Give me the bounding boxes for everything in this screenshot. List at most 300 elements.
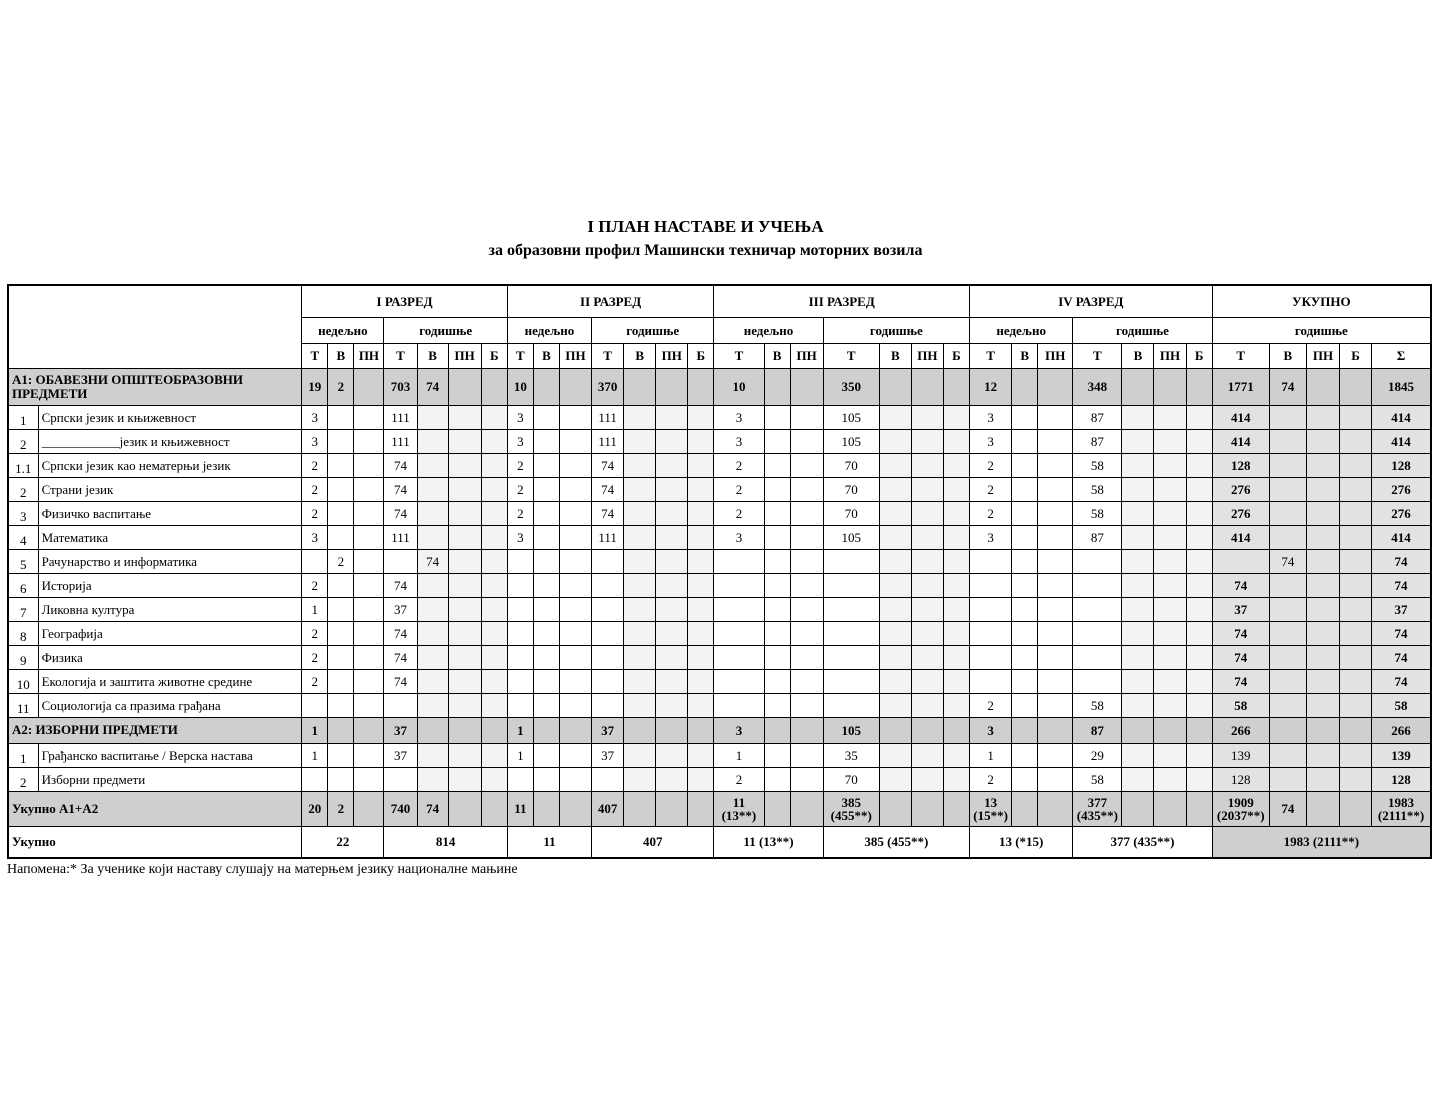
value-cell: [448, 767, 481, 791]
value-cell: [1340, 597, 1372, 621]
value-cell: 414: [1212, 429, 1269, 453]
value-cell: [1122, 368, 1154, 405]
row-number: 2: [8, 477, 38, 501]
value-cell: 37: [384, 597, 417, 621]
value-cell: [559, 573, 591, 597]
value-cell: [1038, 597, 1073, 621]
value-cell: [1038, 621, 1073, 645]
value-cell: [533, 477, 559, 501]
value-cell: [1186, 791, 1212, 826]
value-cell: [533, 767, 559, 791]
value-cell: [1122, 525, 1154, 549]
value-cell: 58: [1073, 501, 1122, 525]
value-cell: [879, 368, 911, 405]
value-cell: [328, 477, 354, 501]
value-cell: [533, 621, 559, 645]
value-cell: 2: [714, 501, 764, 525]
value-cell: 20: [302, 791, 328, 826]
column-code-header: Б: [1340, 343, 1372, 368]
value-cell: 407: [592, 791, 624, 826]
subject-row: [8, 621, 1431, 645]
value-cell: [1269, 743, 1306, 767]
column-code-header: ПН: [656, 343, 688, 368]
value-cell: [1122, 767, 1154, 791]
value-cell: [1340, 501, 1372, 525]
value-cell: [1154, 669, 1186, 693]
value-cell: [1186, 525, 1212, 549]
value-cell: [1186, 368, 1212, 405]
grand-total-row: [8, 826, 1431, 858]
value-cell: [354, 501, 384, 525]
column-code-header: В: [1269, 343, 1306, 368]
value-cell: 139: [1212, 743, 1269, 767]
value-cell: [656, 453, 688, 477]
column-code-header: В: [624, 343, 656, 368]
value-cell: [714, 645, 764, 669]
column-code-header: Т: [823, 343, 879, 368]
value-cell: 37: [1372, 597, 1431, 621]
value-cell: 74: [592, 501, 624, 525]
value-cell: [1306, 429, 1339, 453]
value-cell: [764, 453, 790, 477]
value-cell: [624, 429, 656, 453]
value-cell: [879, 525, 911, 549]
value-cell: 2: [302, 669, 328, 693]
value-cell: [448, 501, 481, 525]
value-cell: [1186, 429, 1212, 453]
value-cell: [943, 368, 969, 405]
value-cell: [1306, 368, 1339, 405]
value-cell: [354, 405, 384, 429]
value-cell: [764, 717, 790, 743]
value-cell: [688, 693, 714, 717]
value-cell: [656, 717, 688, 743]
value-cell: [1012, 453, 1038, 477]
grand-total-value: 407: [592, 826, 714, 858]
value-cell: [1306, 645, 1339, 669]
value-cell: 74: [1372, 645, 1431, 669]
value-cell: 3: [714, 717, 764, 743]
value-cell: 111: [592, 525, 624, 549]
value-cell: [1340, 621, 1372, 645]
value-cell: 74: [592, 453, 624, 477]
value-cell: [559, 453, 591, 477]
value-cell: [688, 549, 714, 573]
value-cell: [448, 645, 481, 669]
column-code-header: Б: [481, 343, 507, 368]
value-cell: [448, 453, 481, 477]
value-cell: [624, 477, 656, 501]
column-code-header: Т: [507, 343, 533, 368]
value-cell: [533, 429, 559, 453]
value-cell: [1012, 743, 1038, 767]
value-cell: [911, 525, 943, 549]
value-cell: 348: [1073, 368, 1122, 405]
value-cell: [970, 645, 1012, 669]
value-cell: [384, 549, 417, 573]
value-cell: [879, 645, 911, 669]
value-cell: [1154, 767, 1186, 791]
value-cell: 3: [970, 717, 1012, 743]
value-cell: 3: [507, 429, 533, 453]
value-cell: 740: [384, 791, 417, 826]
value-cell: [823, 549, 879, 573]
value-cell: [714, 549, 764, 573]
value-cell: 74: [1372, 621, 1431, 645]
value-cell: [481, 791, 507, 826]
value-cell: 70: [823, 501, 879, 525]
value-cell: [943, 693, 969, 717]
value-cell: 128: [1372, 453, 1431, 477]
weekly-header: недељно: [507, 317, 591, 343]
value-cell: 11 (13**): [714, 791, 764, 826]
value-cell: [911, 767, 943, 791]
value-cell: [790, 573, 823, 597]
section-row: [8, 717, 1431, 743]
value-cell: 1909 (2037**): [1212, 791, 1269, 826]
value-cell: [764, 791, 790, 826]
value-cell: 266: [1212, 717, 1269, 743]
value-cell: [656, 693, 688, 717]
grand-total-label: Укупно: [8, 826, 302, 858]
value-cell: [328, 669, 354, 693]
value-cell: [688, 501, 714, 525]
value-cell: [1038, 429, 1073, 453]
value-cell: [417, 597, 448, 621]
grand-total-value: 814: [384, 826, 507, 858]
column-code-header: Б: [1186, 343, 1212, 368]
value-cell: [1073, 549, 1122, 573]
value-cell: 105: [823, 717, 879, 743]
subject-name: Екологија и заштита животне средине: [38, 669, 302, 693]
value-cell: [1186, 743, 1212, 767]
value-cell: [354, 368, 384, 405]
value-cell: 74: [384, 453, 417, 477]
value-cell: [1306, 549, 1339, 573]
value-cell: [1186, 767, 1212, 791]
value-cell: [624, 693, 656, 717]
value-cell: [481, 405, 507, 429]
value-cell: [1122, 573, 1154, 597]
subject-name: Ликовна култура: [38, 597, 302, 621]
value-cell: [1306, 717, 1339, 743]
value-cell: [911, 791, 943, 826]
value-cell: [714, 621, 764, 645]
value-cell: 74: [1269, 791, 1306, 826]
value-cell: [533, 693, 559, 717]
value-cell: [1122, 597, 1154, 621]
value-cell: [592, 549, 624, 573]
value-cell: 2: [970, 453, 1012, 477]
value-cell: 111: [384, 525, 417, 549]
value-cell: [559, 645, 591, 669]
value-cell: [714, 573, 764, 597]
value-cell: [354, 549, 384, 573]
value-cell: 1845: [1372, 368, 1431, 405]
value-cell: 276: [1372, 477, 1431, 501]
value-cell: [1154, 368, 1186, 405]
subject-row: [8, 597, 1431, 621]
value-cell: [1073, 645, 1122, 669]
value-cell: 111: [592, 405, 624, 429]
value-cell: 105: [823, 525, 879, 549]
section-label: А2: ИЗБОРНИ ПРЕДМЕТИ: [8, 717, 302, 743]
section-row: [8, 368, 1431, 405]
value-cell: [1186, 405, 1212, 429]
value-cell: [507, 573, 533, 597]
value-cell: [533, 573, 559, 597]
value-cell: [1154, 477, 1186, 501]
value-cell: 70: [823, 767, 879, 791]
value-cell: [1306, 405, 1339, 429]
value-cell: [448, 368, 481, 405]
subject-name: Рачунарство и информатика: [38, 549, 302, 573]
column-code-header: Т: [714, 343, 764, 368]
value-cell: [911, 429, 943, 453]
row-number: 6: [8, 573, 38, 597]
value-cell: [764, 693, 790, 717]
value-cell: [790, 597, 823, 621]
value-cell: [790, 743, 823, 767]
value-cell: 3: [970, 429, 1012, 453]
value-cell: 37: [1212, 597, 1269, 621]
value-cell: 276: [1212, 477, 1269, 501]
value-cell: 3: [970, 405, 1012, 429]
value-cell: [354, 791, 384, 826]
value-cell: [1154, 743, 1186, 767]
subject-row: [8, 693, 1431, 717]
value-cell: [559, 405, 591, 429]
value-cell: [559, 621, 591, 645]
value-cell: [417, 501, 448, 525]
value-cell: [624, 645, 656, 669]
value-cell: [354, 645, 384, 669]
value-cell: [481, 573, 507, 597]
value-cell: [1154, 429, 1186, 453]
value-cell: [879, 717, 911, 743]
value-cell: [533, 645, 559, 669]
value-cell: [764, 669, 790, 693]
value-cell: [624, 368, 656, 405]
value-cell: [911, 693, 943, 717]
yearly-header: годишње: [823, 317, 969, 343]
subject-row: [8, 669, 1431, 693]
value-cell: [823, 597, 879, 621]
value-cell: [417, 717, 448, 743]
value-cell: 2: [714, 767, 764, 791]
value-cell: [656, 501, 688, 525]
value-cell: [533, 453, 559, 477]
value-cell: [559, 669, 591, 693]
yearly-header: годишње: [1212, 317, 1431, 343]
value-cell: [1340, 525, 1372, 549]
value-cell: [559, 477, 591, 501]
value-cell: [1340, 453, 1372, 477]
value-cell: [823, 573, 879, 597]
grand-total-value: 385 (455**): [823, 826, 969, 858]
value-cell: 74: [417, 791, 448, 826]
value-cell: [714, 597, 764, 621]
value-cell: [354, 429, 384, 453]
value-cell: [1122, 645, 1154, 669]
subject-row: [8, 525, 1431, 549]
value-cell: [507, 767, 533, 791]
column-code-header: Т: [302, 343, 328, 368]
yearly-header: годишње: [384, 317, 507, 343]
value-cell: [688, 525, 714, 549]
value-cell: [1269, 501, 1306, 525]
value-cell: [879, 791, 911, 826]
value-cell: [328, 405, 354, 429]
subject-name: Српски језик као нематерњи језик: [38, 453, 302, 477]
grand-total-value: 377 (435**): [1073, 826, 1212, 858]
row-number: 11: [8, 693, 38, 717]
value-cell: 74: [384, 501, 417, 525]
value-cell: [417, 453, 448, 477]
subject-row: [8, 453, 1431, 477]
value-cell: [559, 525, 591, 549]
value-cell: [1012, 767, 1038, 791]
value-cell: [1340, 791, 1372, 826]
column-code-header: ПН: [911, 343, 943, 368]
value-cell: [1012, 791, 1038, 826]
value-cell: 2: [302, 501, 328, 525]
value-cell: [764, 477, 790, 501]
value-cell: [714, 669, 764, 693]
value-cell: [448, 669, 481, 693]
value-cell: [1122, 429, 1154, 453]
value-cell: [1269, 573, 1306, 597]
value-cell: 2: [302, 477, 328, 501]
value-cell: 74: [384, 669, 417, 693]
value-cell: 2: [302, 621, 328, 645]
value-cell: [448, 597, 481, 621]
value-cell: [448, 549, 481, 573]
value-cell: [1186, 573, 1212, 597]
value-cell: [911, 743, 943, 767]
value-cell: [1186, 621, 1212, 645]
value-cell: [1154, 621, 1186, 645]
value-cell: 703: [384, 368, 417, 405]
value-cell: [592, 669, 624, 693]
value-cell: [879, 669, 911, 693]
value-cell: [790, 767, 823, 791]
value-cell: [1269, 429, 1306, 453]
value-cell: [1306, 573, 1339, 597]
value-cell: [1012, 405, 1038, 429]
value-cell: [688, 368, 714, 405]
value-cell: [1038, 693, 1073, 717]
value-cell: 37: [592, 717, 624, 743]
value-cell: 10: [714, 368, 764, 405]
value-cell: 74: [1372, 573, 1431, 597]
value-cell: [354, 573, 384, 597]
value-cell: [911, 597, 943, 621]
value-cell: [911, 549, 943, 573]
value-cell: [1012, 669, 1038, 693]
value-cell: [943, 453, 969, 477]
value-cell: 111: [384, 405, 417, 429]
row-number: 2: [8, 767, 38, 791]
subject-row: [8, 767, 1431, 791]
subject-row: [8, 477, 1431, 501]
value-cell: [417, 767, 448, 791]
subject-row: [8, 429, 1431, 453]
value-cell: [1306, 525, 1339, 549]
value-cell: [911, 477, 943, 501]
value-cell: [1306, 597, 1339, 621]
value-cell: 111: [592, 429, 624, 453]
value-cell: [656, 743, 688, 767]
value-cell: 350: [823, 368, 879, 405]
value-cell: 3: [507, 405, 533, 429]
column-code-header: Т: [384, 343, 417, 368]
value-cell: [533, 368, 559, 405]
value-cell: [1306, 767, 1339, 791]
row-number: 1: [8, 743, 38, 767]
value-cell: [1012, 549, 1038, 573]
subject-row: [8, 405, 1431, 429]
value-cell: [354, 453, 384, 477]
weekly-header: недељно: [302, 317, 384, 343]
value-cell: [1038, 743, 1073, 767]
value-cell: [1186, 597, 1212, 621]
value-cell: 58: [1073, 693, 1122, 717]
column-code-header: ПН: [559, 343, 591, 368]
grade-header: III РАЗРЕД: [714, 285, 970, 317]
subject-name: Физичко васпитање: [38, 501, 302, 525]
value-cell: 74: [1269, 368, 1306, 405]
value-cell: [943, 791, 969, 826]
value-cell: [448, 791, 481, 826]
subject-name: Географија: [38, 621, 302, 645]
value-cell: [302, 549, 328, 573]
value-cell: [1269, 405, 1306, 429]
value-cell: [1154, 501, 1186, 525]
row-number: 7: [8, 597, 38, 621]
total-header: УКУПНО: [1212, 285, 1431, 317]
value-cell: [1012, 717, 1038, 743]
value-cell: [790, 693, 823, 717]
value-cell: 414: [1212, 525, 1269, 549]
value-cell: [354, 621, 384, 645]
column-code-header: В: [1012, 343, 1038, 368]
column-code-header: Т: [1073, 343, 1122, 368]
value-cell: [688, 597, 714, 621]
value-cell: 2: [714, 453, 764, 477]
value-cell: 74: [1212, 669, 1269, 693]
column-code-header: В: [328, 343, 354, 368]
value-cell: 35: [823, 743, 879, 767]
value-cell: [688, 717, 714, 743]
value-cell: [1340, 368, 1372, 405]
value-cell: [354, 597, 384, 621]
column-code-header: ПН: [448, 343, 481, 368]
value-cell: [764, 743, 790, 767]
row-number: 8: [8, 621, 38, 645]
value-cell: [328, 525, 354, 549]
value-cell: [1340, 717, 1372, 743]
value-cell: [1012, 368, 1038, 405]
value-cell: [1269, 767, 1306, 791]
value-cell: [943, 573, 969, 597]
value-cell: [417, 525, 448, 549]
value-cell: [624, 453, 656, 477]
value-cell: [448, 405, 481, 429]
column-code-header: В: [764, 343, 790, 368]
value-cell: [481, 453, 507, 477]
value-cell: [879, 429, 911, 453]
